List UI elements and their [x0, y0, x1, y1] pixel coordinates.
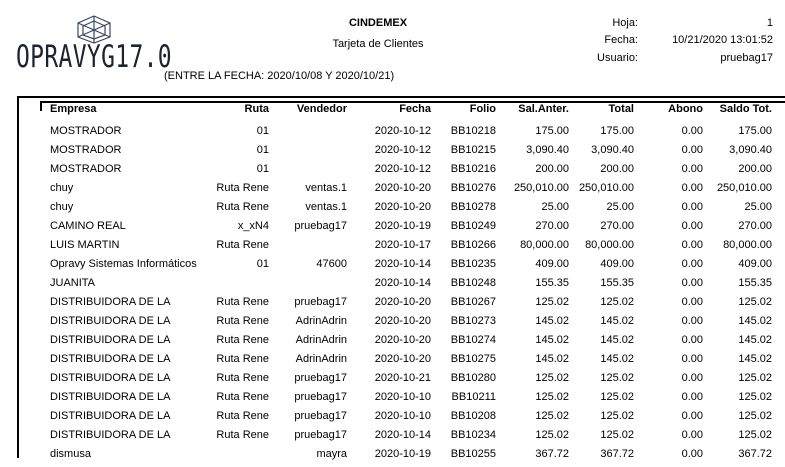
table-row	[0, 258, 785, 277]
cell-sal-anter: 125.02	[535, 372, 569, 384]
cell-sal-anter: 80,000.00	[520, 239, 569, 251]
cell-fecha: 2020-10-19	[374, 220, 431, 232]
cell-total: 200.00	[600, 163, 634, 175]
cell-saldo-tot: 145.02	[738, 315, 772, 327]
cell-folio: BB10267	[450, 296, 496, 308]
cell-sal-anter: 3,090.40	[526, 144, 569, 156]
table-row	[0, 410, 785, 429]
cell-sal-anter: 125.02	[535, 429, 569, 441]
cell-ruta: Ruta Rene	[216, 334, 269, 346]
cell-saldo-tot: 155.35	[738, 277, 772, 289]
cell-abono: 0.00	[681, 144, 703, 156]
cell-folio: BB10216	[450, 163, 496, 175]
hoja-label: Hoja:	[612, 17, 638, 29]
cell-total: 145.02	[600, 315, 634, 327]
cell-folio: BB10278	[450, 201, 496, 213]
table-row	[0, 239, 785, 258]
cell-abono: 0.00	[681, 353, 703, 365]
cell-empresa: CAMINO REAL	[50, 220, 126, 232]
cell-saldo-tot: 367.72	[738, 448, 772, 460]
cell-folio: BB10255	[450, 448, 496, 460]
table-row	[0, 182, 785, 201]
cell-empresa: chuy	[50, 182, 74, 194]
cell-vendedor: 47600	[316, 258, 347, 270]
cell-folio: BB10211	[451, 391, 496, 403]
cell-total: 175.00	[600, 125, 634, 137]
cell-total: 155.35	[600, 277, 634, 289]
cell-sal-anter: 175.00	[535, 125, 569, 137]
cell-total: 367.72	[600, 448, 634, 460]
cell-abono: 0.00	[681, 391, 703, 403]
cell-ruta: 01	[256, 125, 269, 137]
cell-abono: 0.00	[681, 315, 703, 327]
opravy-logo	[16, 14, 173, 76]
cell-fecha: 2020-10-20	[374, 334, 431, 346]
cell-fecha: 2020-10-21	[374, 372, 431, 384]
cell-ruta: Ruta Rene	[216, 372, 269, 384]
cell-ruta: 01	[256, 144, 269, 156]
table-row	[0, 144, 785, 163]
cell-vendedor: pruebag17	[294, 410, 347, 422]
cell-ruta: 01	[256, 163, 269, 175]
table-row	[0, 296, 785, 315]
cell-fecha: 2020-10-20	[374, 353, 431, 365]
cell-sal-anter: 125.02	[535, 410, 569, 422]
cell-fecha: 2020-10-20	[374, 201, 431, 213]
cell-saldo-tot: 200.00	[738, 163, 772, 175]
cell-folio: BB10248	[450, 277, 496, 289]
header-rule	[17, 96, 785, 98]
cell-empresa: DISTRIBUIDORA DE LA	[50, 410, 171, 422]
cell-saldo-tot: 3,090.40	[729, 144, 772, 156]
cell-saldo-tot: 175.00	[738, 125, 772, 137]
cell-fecha: 2020-10-17	[374, 239, 431, 251]
cell-folio: BB10280	[450, 372, 496, 384]
cell-fecha: 2020-10-10	[374, 391, 431, 403]
cell-empresa: MOSTRADOR	[50, 163, 122, 175]
cell-vendedor: AdrinAdrin	[295, 334, 347, 346]
cell-abono: 0.00	[681, 429, 703, 441]
cell-saldo-tot: 125.02	[738, 391, 772, 403]
table-row	[0, 315, 785, 334]
cell-empresa: MOSTRADOR	[50, 125, 122, 137]
cell-vendedor: AdrinAdrin	[295, 315, 347, 327]
col-empresa: Empresa	[50, 103, 97, 115]
usuario-label: Usuario:	[597, 52, 638, 64]
col-folio: Folio	[469, 103, 496, 115]
cell-vendedor: ventas.1	[305, 182, 347, 194]
cell-sal-anter: 145.02	[535, 315, 569, 327]
cell-vendedor: AdrinAdrin	[295, 353, 347, 365]
cell-ruta: Ruta Rene	[216, 239, 269, 251]
report-title: Tarjeta de Clientes	[332, 38, 424, 50]
cell-empresa: DISTRIBUIDORA DE LA	[50, 353, 171, 365]
cell-total: 270.00	[600, 220, 634, 232]
cell-vendedor: pruebag17	[294, 296, 347, 308]
cell-folio: BB10273	[450, 315, 496, 327]
cell-sal-anter: 125.02	[535, 296, 569, 308]
cell-total: 409.00	[600, 258, 634, 270]
cell-vendedor: mayra	[316, 448, 347, 460]
company-name: CINDEMEX	[348, 17, 408, 29]
cell-vendedor: pruebag17	[294, 220, 347, 232]
cell-fecha: 2020-10-12	[374, 125, 431, 137]
cell-empresa: LUIS MARTIN	[50, 239, 120, 251]
cell-total: 125.02	[600, 391, 634, 403]
logo-text: OPRAVYG17.0	[16, 39, 173, 75]
cell-fecha: 2020-10-14	[374, 277, 431, 289]
cell-empresa: JUANITA	[50, 277, 96, 289]
cell-folio: BB10276	[450, 182, 496, 194]
cell-empresa: DISTRIBUIDORA DE LA	[50, 391, 171, 403]
cell-empresa: Opravy Sistemas Informáticos	[50, 258, 197, 270]
col-saldo-tot: Saldo Tot.	[719, 103, 772, 115]
col-abono: Abono	[668, 103, 703, 115]
cell-saldo-tot: 125.02	[738, 296, 772, 308]
cell-empresa: MOSTRADOR	[50, 144, 122, 156]
cell-folio: BB10249	[450, 220, 496, 232]
cell-abono: 0.00	[681, 334, 703, 346]
cell-abono: 0.00	[681, 277, 703, 289]
cell-empresa: DISTRIBUIDORA DE LA	[50, 296, 171, 308]
cell-empresa: DISTRIBUIDORA DE LA	[50, 372, 171, 384]
cell-total: 125.02	[600, 372, 634, 384]
cell-total: 145.02	[600, 353, 634, 365]
cell-folio: BB10208	[450, 410, 496, 422]
usuario-value: pruebag17	[720, 52, 773, 64]
cell-ruta: 01	[256, 258, 269, 270]
cell-sal-anter: 155.35	[535, 277, 569, 289]
cell-total: 125.02	[600, 429, 634, 441]
cell-empresa: dismusa	[50, 448, 91, 460]
hoja-value: 1	[766, 17, 773, 29]
cell-saldo-tot: 125.02	[738, 429, 772, 441]
cell-ruta: Ruta Rene	[216, 296, 269, 308]
cell-sal-anter: 250,010.00	[513, 182, 569, 194]
cell-saldo-tot: 270.00	[738, 220, 772, 232]
table-row	[0, 334, 785, 353]
cell-sal-anter: 270.00	[535, 220, 569, 232]
table-row	[0, 277, 785, 296]
cell-fecha: 2020-10-20	[374, 315, 431, 327]
cell-ruta: Ruta Rene	[216, 201, 269, 213]
cell-ruta: Ruta Rene	[216, 353, 269, 365]
cell-folio: BB10218	[450, 125, 496, 137]
cell-empresa: DISTRIBUIDORA DE LA	[50, 334, 171, 346]
table-row	[0, 372, 785, 391]
cell-abono: 0.00	[681, 163, 703, 175]
cell-sal-anter: 125.02	[535, 391, 569, 403]
cell-empresa: chuy	[50, 201, 74, 213]
cell-vendedor: ventas.1	[305, 201, 347, 213]
cell-abono: 0.00	[681, 410, 703, 422]
cell-abono: 0.00	[681, 182, 703, 194]
table-row	[0, 220, 785, 239]
table-row	[0, 429, 785, 448]
cell-vendedor: pruebag17	[294, 391, 347, 403]
cell-fecha: 2020-10-20	[374, 296, 431, 308]
cell-total: 80,000.00	[585, 239, 634, 251]
cell-abono: 0.00	[681, 220, 703, 232]
cell-vendedor: pruebag17	[294, 429, 347, 441]
cell-saldo-tot: 80,000.00	[723, 239, 772, 251]
cell-saldo-tot: 145.02	[738, 334, 772, 346]
cell-fecha: 2020-10-14	[374, 258, 431, 270]
cell-total: 250,010.00	[578, 182, 634, 194]
cell-ruta: Ruta Rene	[216, 391, 269, 403]
cell-fecha: 2020-10-10	[374, 410, 431, 422]
cell-fecha: 2020-10-12	[374, 163, 431, 175]
cell-vendedor: pruebag17	[294, 372, 347, 384]
cell-sal-anter: 145.02	[535, 353, 569, 365]
cell-folio: BB10274	[450, 334, 496, 346]
cell-sal-anter: 25.00	[541, 201, 569, 213]
cell-empresa: DISTRIBUIDORA DE LA	[50, 315, 171, 327]
cell-ruta: Ruta Rene	[216, 410, 269, 422]
cell-sal-anter: 409.00	[535, 258, 569, 270]
cell-total: 125.02	[600, 296, 634, 308]
cell-total: 125.02	[600, 410, 634, 422]
cell-sal-anter: 367.72	[535, 448, 569, 460]
cell-abono: 0.00	[681, 201, 703, 213]
cell-folio: BB10275	[450, 353, 496, 365]
col-vendedor: Vendedor	[296, 103, 347, 115]
cell-ruta: x_xN4	[237, 220, 269, 232]
cell-fecha: 2020-10-14	[374, 429, 431, 441]
date-range: (ENTRE LA FECHA: 2020/10/08 Y 2020/10/21)	[164, 70, 395, 82]
cell-total: 3,090.40	[591, 144, 634, 156]
cell-abono: 0.00	[681, 258, 703, 270]
cell-folio: BB10235	[450, 258, 496, 270]
cell-folio: BB10266	[450, 239, 496, 251]
cell-saldo-tot: 125.02	[738, 372, 772, 384]
cell-ruta: Ruta Rene	[216, 315, 269, 327]
cell-sal-anter: 200.00	[535, 163, 569, 175]
cell-fecha: 2020-10-20	[374, 182, 431, 194]
col-ruta: Ruta	[244, 103, 269, 115]
table-row	[0, 163, 785, 182]
col-fecha: Fecha	[399, 103, 431, 115]
cell-abono: 0.00	[681, 239, 703, 251]
cell-total: 145.02	[600, 334, 634, 346]
fecha-label: Fecha:	[604, 34, 638, 46]
cell-saldo-tot: 250,010.00	[716, 182, 772, 194]
cell-fecha: 2020-10-19	[374, 448, 431, 460]
cell-sal-anter: 145.02	[535, 334, 569, 346]
cell-fecha: 2020-10-12	[374, 144, 431, 156]
cell-abono: 0.00	[681, 372, 703, 384]
cell-abono: 0.00	[681, 296, 703, 308]
table-row	[0, 201, 785, 220]
cell-abono: 0.00	[681, 448, 703, 460]
cell-saldo-tot: 145.02	[738, 353, 772, 365]
col-sal-anter: Sal.Anter.	[518, 103, 569, 115]
header-inner-left-rule	[40, 101, 42, 111]
cell-ruta: Ruta Rene	[216, 182, 269, 194]
cell-saldo-tot: 409.00	[738, 258, 772, 270]
col-total: Total	[608, 103, 634, 115]
cell-saldo-tot: 125.02	[738, 410, 772, 422]
cell-empresa: DISTRIBUIDORA DE LA	[50, 429, 171, 441]
cell-ruta: Ruta Rene	[216, 429, 269, 441]
cell-saldo-tot: 25.00	[744, 201, 772, 213]
cell-total: 25.00	[606, 201, 634, 213]
fecha-value: 10/21/2020 13:01:52	[672, 34, 773, 46]
cell-folio: BB10234	[450, 429, 496, 441]
table-row	[0, 125, 785, 144]
cell-folio: BB10215	[450, 144, 496, 156]
table-row	[0, 391, 785, 410]
table-row	[0, 353, 785, 372]
cell-abono: 0.00	[681, 125, 703, 137]
